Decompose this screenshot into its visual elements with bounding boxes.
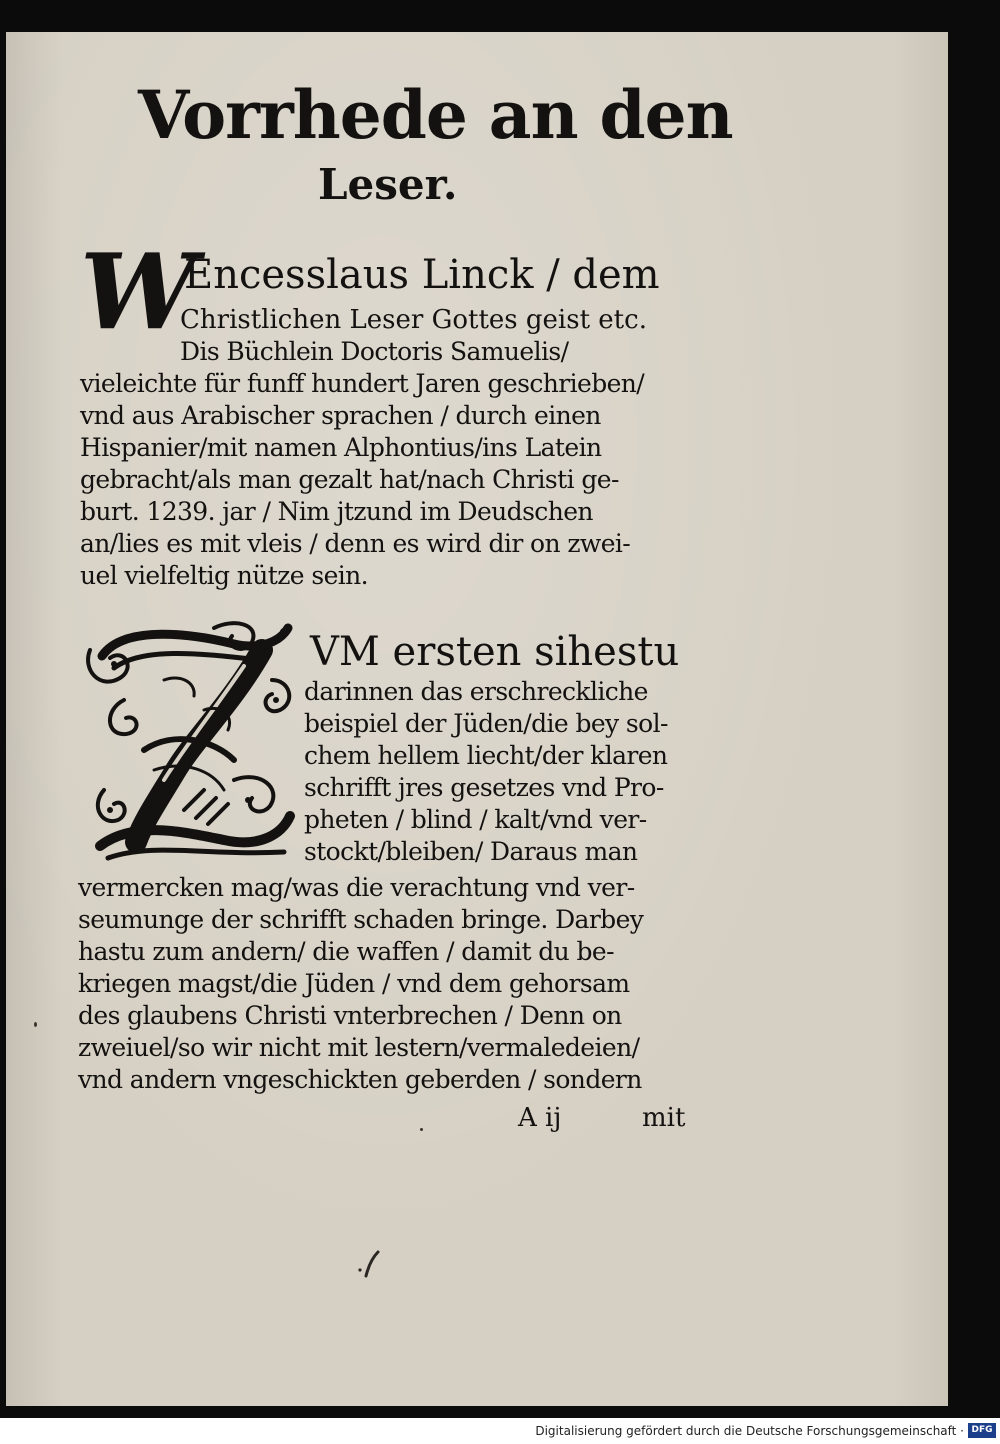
- text-line: beispiel der Jüden/die bey sol-: [304, 709, 668, 738]
- text-line: darinnen das erschreckliche: [304, 677, 648, 706]
- text-line: schrifft jres gesetzes vnd Pro-: [304, 773, 664, 802]
- decorative-initial-w: W: [80, 230, 197, 353]
- text-line: vermercken mag/was die verachtung vnd ver-: [78, 873, 635, 902]
- text-line: vnd andern vngeschickten geberden / sondern: [78, 1065, 642, 1094]
- text-line: vieleichte für funff hundert Jaren geschrieben/: [80, 369, 645, 398]
- text-line: Dis Büchlein Doctoris Samuelis/: [180, 337, 569, 366]
- paragraph1-second-line: Christlichen Leser Gottes geist etc.: [180, 305, 647, 335]
- page-subtitle: Leser.: [318, 160, 458, 209]
- text-line: stockt/bleiben/ Daraus man: [304, 837, 638, 866]
- footer-bar: [0, 1418, 1000, 1444]
- paragraph1-body: [80, 336, 700, 592]
- ink-speck: [420, 1128, 423, 1131]
- text-line: zweiuel/so wir nicht mit lestern/vermaledeien/: [78, 1033, 640, 1062]
- text-line: kriegen magst/die Jüden / vnd dem gehorsam: [78, 969, 630, 998]
- text-line: an/lies es mit vleis / denn es wird dir on zwei-: [80, 529, 631, 558]
- ink-speck: [34, 1022, 37, 1027]
- catchword: mit: [642, 1103, 686, 1133]
- paragraph2-wrapped-text: [304, 676, 700, 868]
- text-line: seumunge der schrifft schaden bringe. Darbey: [78, 905, 644, 934]
- footer-credit: Digitalisierung gefördert durch die Deutsche Forschungsgemeinschaft ·: [535, 1424, 964, 1438]
- text-line: hastu zum andern/ die waffen / damit du be-: [78, 937, 614, 966]
- text-line: chem hellem liecht/der klaren: [304, 741, 668, 770]
- text-line: pheten / blind / kalt/vnd ver-: [304, 805, 647, 834]
- ornate-initial-z: [84, 620, 298, 870]
- paragraph2-first-line: VM ersten sihestu: [310, 629, 680, 675]
- text-line: burt. 1239. jar / Nim jtzund im Deudschen: [80, 497, 593, 526]
- dfg-logo: DFG: [968, 1423, 996, 1438]
- ink-blemish: [356, 1248, 386, 1285]
- signature-mark: A ij: [518, 1103, 562, 1133]
- text-line: uel vielfeltig nütze sein.: [80, 561, 369, 590]
- paragraph1-first-line: Encesslaus Linck / dem: [184, 252, 660, 298]
- text-line: des glaubens Christi vnterbrechen / Denn on: [78, 1001, 622, 1030]
- ink-blemish-icon: [356, 1248, 386, 1280]
- text-line: gebracht/als man gezalt hat/nach Christi ge-: [80, 465, 619, 494]
- page-title: Vorrhede an den: [138, 76, 733, 154]
- text-line: vnd aus Arabischer sprachen / durch einen: [80, 401, 601, 430]
- paragraph2-body: [78, 872, 700, 1096]
- text-line: Hispanier/mit namen Alphontius/ins Latein: [80, 433, 602, 462]
